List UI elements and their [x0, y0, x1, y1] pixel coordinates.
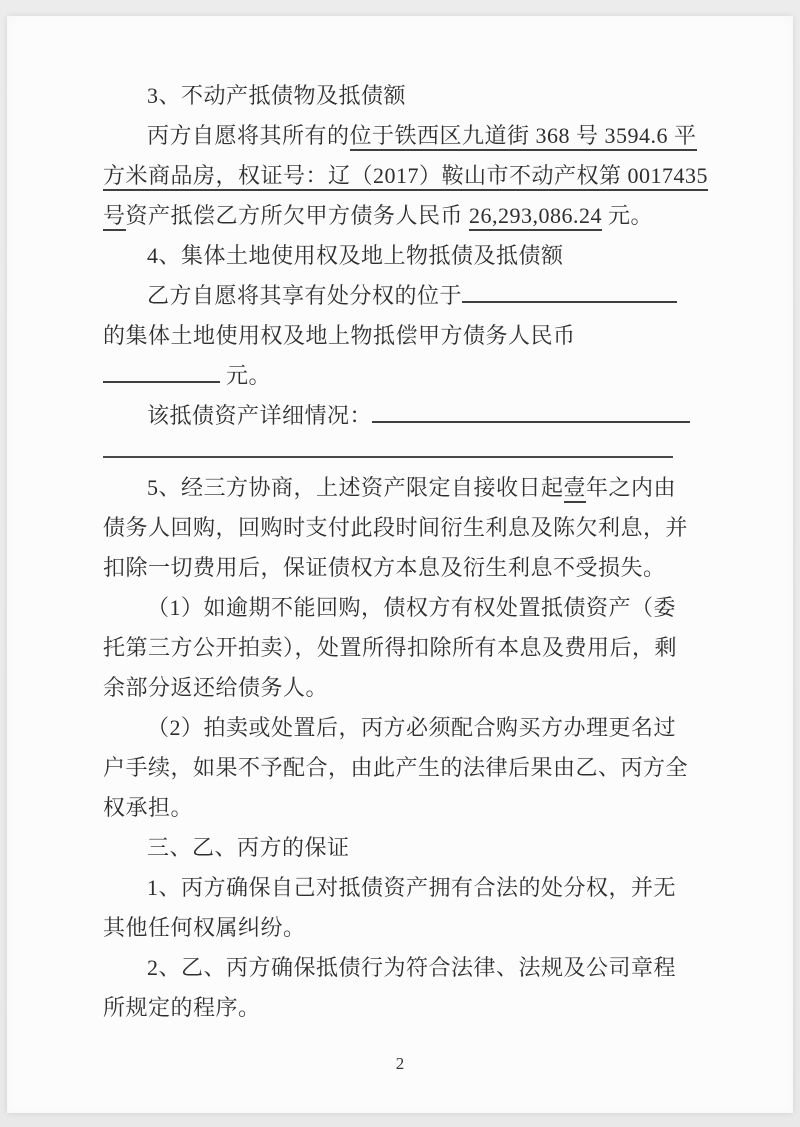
- text-line: [103, 708, 699, 748]
- text-segment: 债务人回购，回购时支付此段时间衍生利息及陈欠利息，并: [103, 515, 689, 540]
- text-line: [103, 788, 699, 828]
- text-segment: 的集体土地使用权及地上物抵偿甲方债务人民币: [103, 323, 576, 348]
- blank-fill-line: [462, 282, 677, 303]
- text-line: [103, 396, 699, 436]
- text-segment: 该抵债资产详细情况：: [147, 403, 373, 428]
- text-segment: 5、经三方协商，上述资产限定自接收日起: [147, 475, 564, 500]
- text-segment: 年之内由: [586, 475, 677, 500]
- text-segment: 其他任何权属纠纷。: [103, 915, 306, 940]
- text-segment: 余部分返还给债务人。: [103, 675, 329, 700]
- text-line: [103, 868, 699, 908]
- text-segment: 权承担。: [103, 795, 194, 820]
- text-line: [103, 988, 699, 1028]
- text-segment: 三、乙、丙方的保证: [147, 835, 350, 860]
- text-line: [103, 508, 699, 548]
- text-line: [103, 468, 699, 508]
- underlined-text: 壹: [564, 475, 587, 503]
- text-line: [103, 668, 699, 708]
- text-segment: 丙方自愿将其所有的: [147, 123, 350, 148]
- text-line: [103, 236, 699, 276]
- text-line: [103, 76, 699, 116]
- blank-fill-line: [103, 362, 220, 383]
- text-segment: 1、丙方确保自己对抵债资产拥有合法的处分权，并无: [147, 875, 677, 900]
- text-segment: 3、不动产抵债物及抵债额: [147, 83, 407, 108]
- text-line: [103, 588, 699, 628]
- text-line: [103, 196, 699, 236]
- page-number: 2: [395, 1054, 405, 1073]
- text-segment: 户手续，如果不予配合，由此产生的法律后果由乙、丙方全: [103, 755, 689, 780]
- text-segment: 2、乙、丙方确保抵债行为符合法律、法规及公司章程: [147, 955, 677, 980]
- text-segment: （1）如逾期不能回购，债权方有权处置抵债资产（委: [147, 595, 677, 620]
- contract-text-block: [103, 76, 709, 1028]
- text-line: [103, 276, 699, 316]
- document-page: [7, 16, 793, 1113]
- text-segment: 资产抵偿乙方所欠甲方债务人民币: [125, 203, 470, 228]
- underlined-text: 26,293,086.24: [469, 203, 602, 231]
- text-segment: 乙方自愿将其享有处分权的位于: [147, 283, 463, 308]
- underlined-text: 位于铁西区九道街 368 号 3594.6 平: [350, 123, 697, 151]
- blank-fill-line: [372, 402, 690, 423]
- text-segment: 元。: [602, 203, 654, 228]
- text-line: [103, 908, 699, 948]
- text-line: [103, 316, 699, 356]
- text-line: [103, 548, 699, 588]
- text-segment: （2）拍卖或处置后，丙方必须配合购买方办理更名过: [147, 715, 677, 740]
- text-segment: 扣除一切费用后，保证债权方本息及衍生利息不受损失。: [103, 555, 666, 580]
- text-line: [103, 628, 699, 668]
- text-line: [103, 948, 699, 988]
- text-line: [103, 356, 699, 396]
- text-line: [103, 748, 699, 788]
- text-line: [103, 156, 709, 196]
- underlined-text: 号: [103, 203, 126, 231]
- underlined-text: 方米商品房，权证号：辽（2017）鞍山市不动产权第 0017435: [103, 163, 708, 191]
- text-segment: 托第三方公开拍卖），处置所得扣除所有本息及费用后，剩: [103, 635, 678, 660]
- text-segment: 元。: [220, 363, 272, 388]
- text-line: [103, 116, 699, 156]
- text-segment: 4、集体土地使用权及地上物抵债及抵债额: [147, 243, 564, 268]
- text-line: [103, 828, 699, 868]
- separator-underline: [103, 456, 673, 458]
- text-segment: 所规定的程序。: [103, 995, 261, 1020]
